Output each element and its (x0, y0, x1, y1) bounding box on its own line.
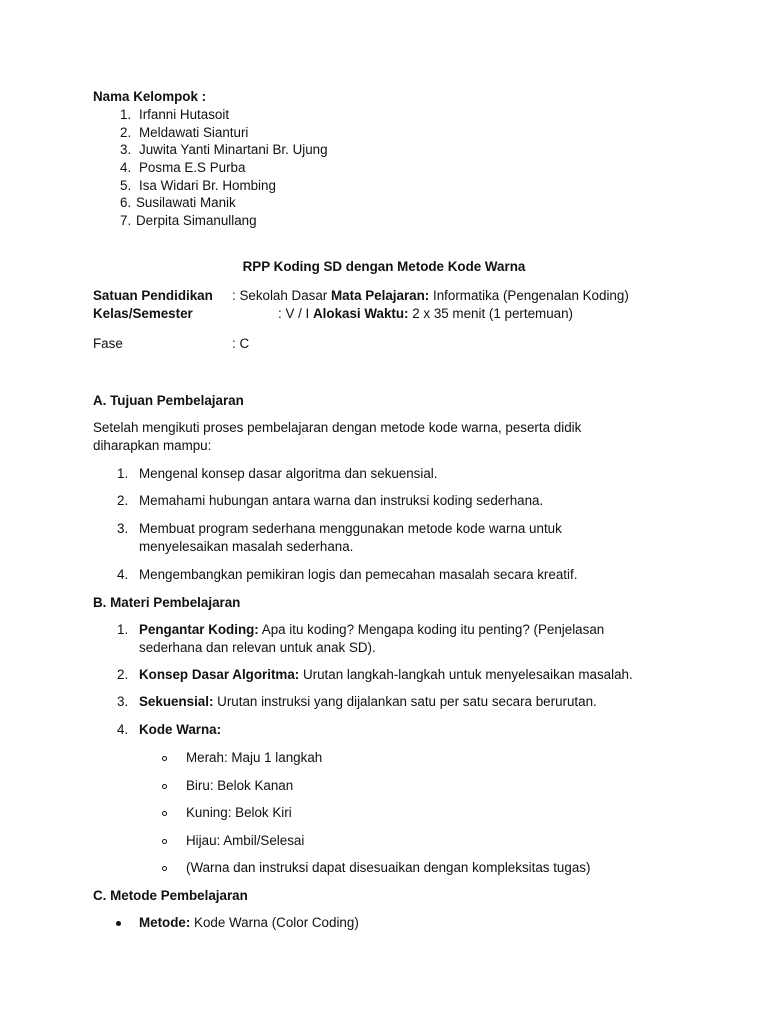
kelas-label: Kelas/Semester (93, 306, 193, 321)
member-number: 5. (120, 178, 132, 193)
hollow-bullet-icon (162, 866, 167, 871)
item-description: Urutan instruksi yang dijalankan satu per satu secara berurutan. (213, 694, 597, 709)
color-code-text: Biru: Belok Kanan (186, 778, 294, 793)
mapel-label: Mata Pelajaran: (331, 288, 430, 303)
kelas-alokasi-line (278, 305, 573, 323)
member-name: Susilawati Manik (136, 195, 236, 210)
item-text (139, 666, 633, 684)
fase-label: Fase (93, 336, 123, 351)
hollow-bullet-icon (162, 784, 167, 789)
member-number: 2. (120, 125, 132, 140)
member-number: 1. (120, 107, 132, 122)
item-text (139, 621, 629, 657)
item-term: Konsep Dasar Algoritma: (139, 667, 300, 682)
satuan-mapel-line (232, 287, 629, 305)
member-number: 4. (120, 160, 132, 175)
item-term: Pengantar Koding: (139, 622, 259, 637)
color-code-text: Hijau: Ambil/Selesai (186, 833, 305, 848)
item-description: Kode Warna (Color Coding) (190, 915, 359, 930)
item-number: 3. (117, 521, 129, 536)
member-number: 7. (120, 213, 132, 228)
item-number: 1. (117, 622, 129, 637)
item-number: 4. (117, 722, 129, 737)
section-c-heading: C. Metode Pembelajaran (93, 888, 248, 903)
item-text: Membuat program sederhana menggunakan metode kode warna untuk menyelesaikan masalah sederhana. (139, 521, 562, 554)
item-number: 1. (117, 466, 129, 481)
member-name: Derpita Simanullang (136, 213, 257, 228)
section-b-heading: B. Materi Pembelajaran (93, 595, 241, 610)
member-name: Isa Widari Br. Hombing (139, 178, 276, 193)
member-name: Meldawati Sianturi (139, 125, 249, 140)
alokasi-value: 2 x 35 menit (1 pertemuan) (412, 306, 574, 321)
item-term: Kode Warna: (139, 722, 222, 737)
mapel-value: Informatika (Pengenalan Koding) (433, 288, 629, 303)
color-code-text: Kuning: Belok Kiri (186, 805, 292, 820)
section-a-heading: A. Tujuan Pembelajaran (93, 393, 244, 408)
item-number: 4. (117, 567, 129, 582)
hollow-bullet-icon (162, 756, 167, 761)
member-number: 3. (120, 142, 132, 157)
item-text (139, 914, 359, 932)
hollow-bullet-icon (162, 811, 167, 816)
satuan-value: : Sekolah Dasar (232, 288, 328, 303)
member-name: Juwita Yanti Minartani Br. Ujung (139, 142, 328, 157)
document-title: RPP Koding SD dengan Metode Kode Warna (242, 259, 526, 274)
color-code-text: (Warna dan instruksi dapat disesuaikan dengan kompleksitas tugas) (186, 860, 591, 875)
item-description: Urutan langkah-langkah untuk menyelesaikan masalah. (299, 667, 633, 682)
item-number: 2. (117, 667, 129, 682)
item-number: 3. (117, 694, 129, 709)
alokasi-label: Alokasi Waktu: (313, 306, 409, 321)
hollow-bullet-icon (162, 839, 167, 844)
satuan-label: Satuan Pendidikan (93, 288, 213, 303)
bullet-icon (116, 921, 121, 926)
item-text: Mengembangkan pemikiran logis dan pemecahan masalah secara kreatif. (139, 567, 578, 582)
item-term: Metode: (139, 915, 191, 930)
item-text: Memahami hubungan antara warna dan instruksi koding sederhana. (139, 493, 544, 508)
item-description: Apa itu koding? Mengapa koding itu penting? (Penjelasan sederhana dan relevan untuk anak SD). (139, 622, 605, 655)
color-code-text: Merah: Maju 1 langkah (186, 750, 323, 765)
item-term: Sekuensial: (139, 694, 214, 709)
section-a-intro: Setelah mengikuti proses pembelajaran dengan metode kode warna, peserta didik diharapkan mampu: (93, 420, 582, 453)
fase-value: : C (232, 336, 250, 351)
item-number: 2. (117, 493, 129, 508)
member-number: 6. (120, 195, 132, 210)
group-heading: Nama Kelompok : (93, 89, 207, 104)
kelas-value: : V / I (278, 306, 310, 321)
item-text: Mengenal konsep dasar algoritma dan sekuensial. (139, 466, 438, 481)
member-name: Irfanni Hutasoit (139, 107, 230, 122)
item-text (139, 721, 221, 739)
member-name: Posma E.S Purba (139, 160, 246, 175)
item-text (139, 693, 597, 711)
